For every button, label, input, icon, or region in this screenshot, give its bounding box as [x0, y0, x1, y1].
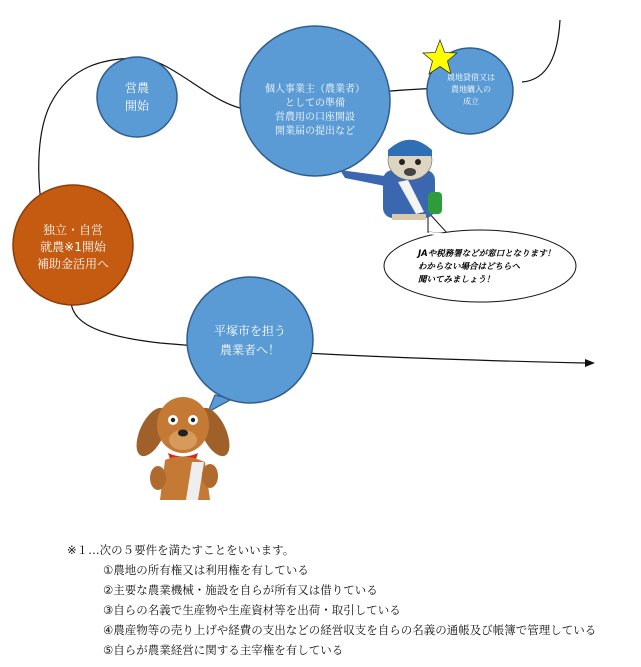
node-land-lease-line2: 農地購入の [451, 85, 491, 94]
arrow-head [585, 359, 595, 367]
node-independent-line2: 就農※1開始 [40, 240, 106, 254]
footnote-item-5: ⑤自らが農業経営に関する主宰権を有している [103, 643, 344, 657]
node-land-lease-line1: 農地貸借又は [447, 73, 495, 82]
node-hiratsuka-line1: 平塚市を担う [213, 324, 287, 338]
footnote-item-1: ①農地の所有権又は利用権を有している [103, 563, 309, 577]
node-independent [13, 185, 133, 305]
speech-bubble [384, 212, 576, 302]
node-individual-business [240, 26, 390, 176]
speech-bubble-line3: 聞いてみましょう！ [418, 275, 495, 285]
node-start-farming [97, 57, 177, 137]
footnote [67, 540, 637, 660]
node-start-farming-line1: 営農 [124, 81, 150, 95]
node-start-farming-line2: 開始 [124, 99, 150, 113]
node-individual-business-line2: としての準備 [285, 98, 345, 109]
node-hiratsuka-line2: 農業者へ！ [219, 343, 281, 357]
node-individual-business-line3: 営農用の口座開設 [275, 112, 355, 123]
node-individual-business-line4: 開業届の提出など [275, 126, 355, 137]
speech-bubble-line1: JAや税務署などが窓口となります！ [418, 249, 556, 259]
node-hiratsuka [187, 277, 313, 412]
footnote-item-4: ④農産物等の売り上げや経費の支出などの経営収支を自らの名義の通帳及び帳簿で管理している [103, 623, 597, 637]
node-individual-business-line1: 個人事業主（農業者） [265, 84, 365, 95]
footnote-title: ※１…次の５要件を満たすことをいいます。 [67, 543, 295, 557]
speech-bubble-line2: わからない場合はどちらへ [418, 262, 521, 272]
node-independent-line3: 補助金活用へ [36, 257, 110, 271]
footnote-item-3: ③自らの名義で生産物や生産資材等を出荷・取引している [103, 603, 401, 617]
footnote-item-2: ②主要な農業機械・施設を自らが所有又は借りている [103, 583, 378, 597]
node-land-lease-line3: 成立 [463, 97, 479, 106]
node-independent-line1: 独立・自営 [42, 223, 104, 237]
mascot-dog [130, 397, 236, 500]
